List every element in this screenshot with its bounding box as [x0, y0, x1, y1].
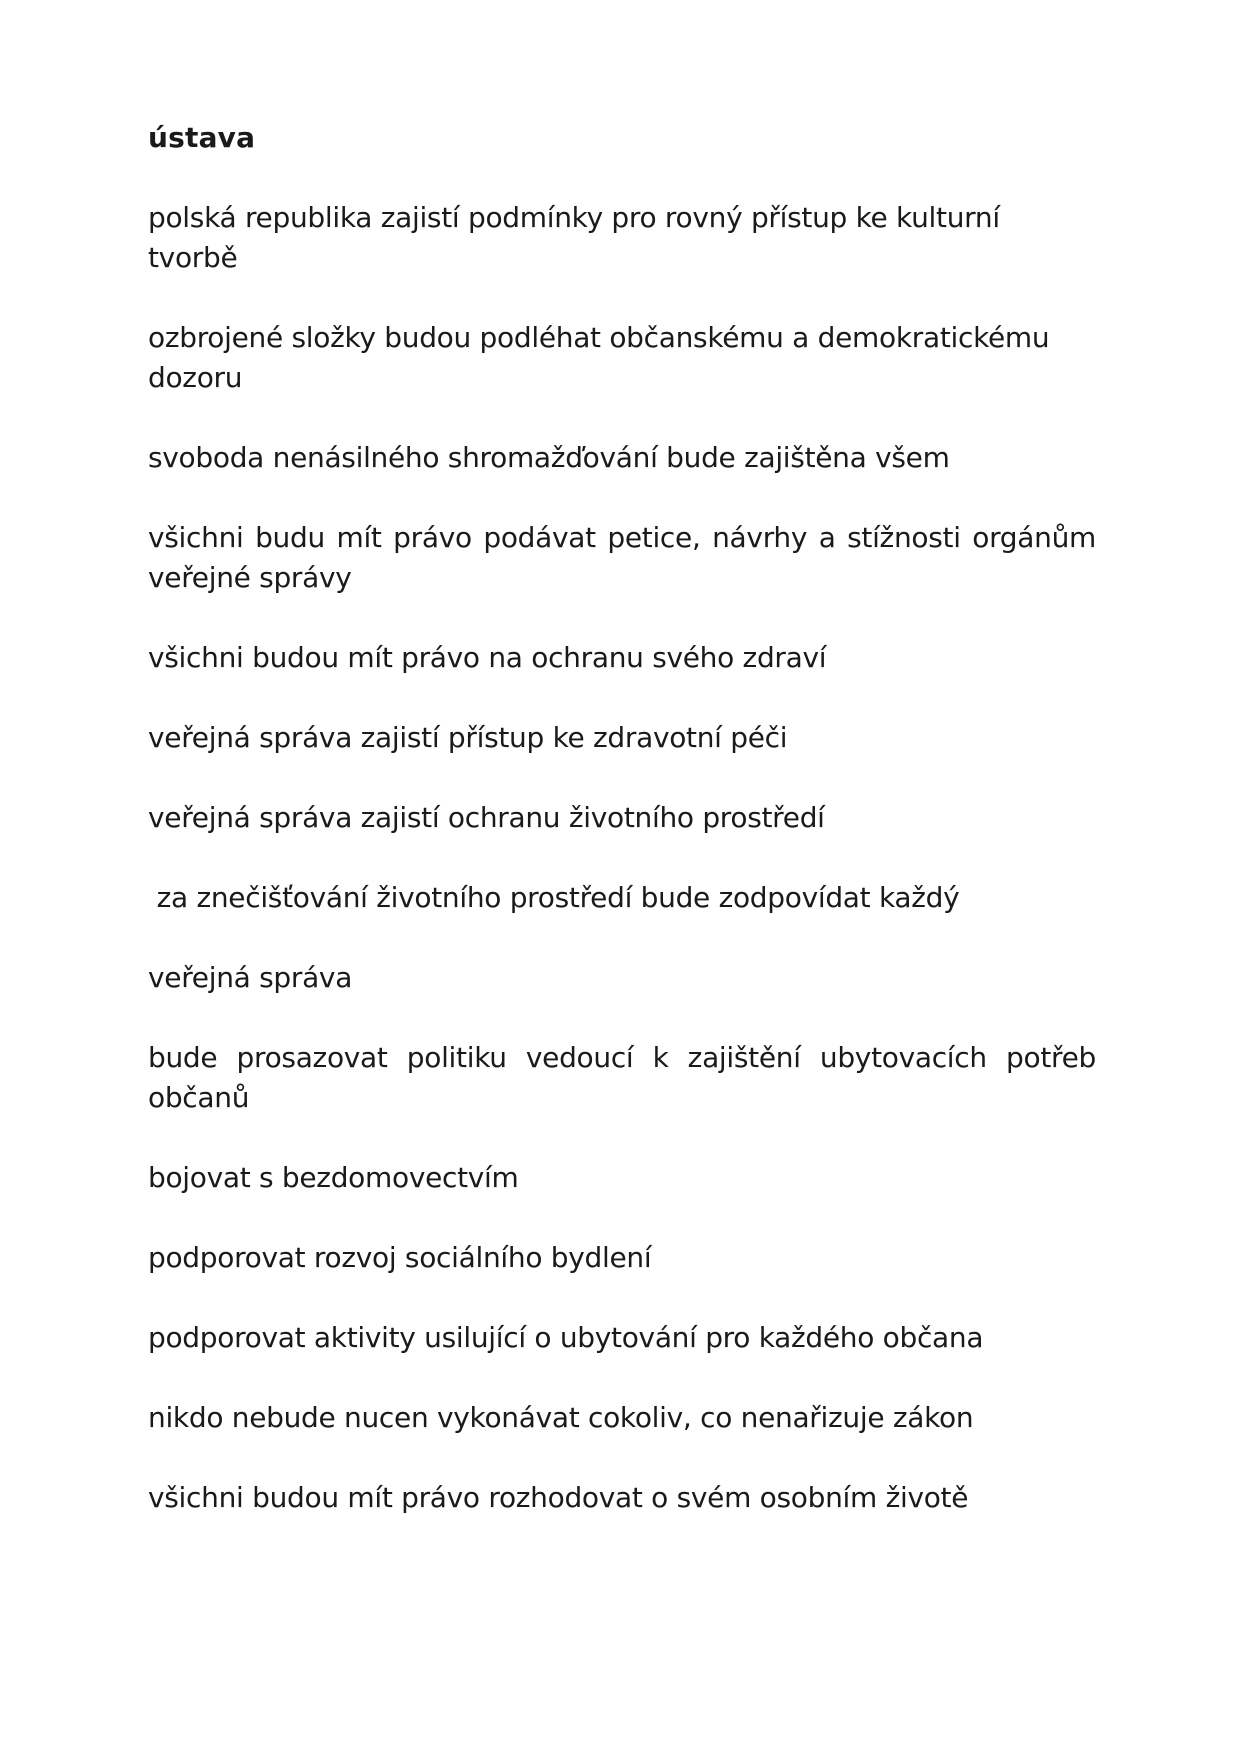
paragraph: veřejná správa zajistí přístup ke zdravotní péči	[148, 721, 788, 754]
paragraph: bojovat s bezdomovectvím	[148, 1161, 519, 1194]
paragraph: podporovat rozvoj sociálního bydlení	[148, 1241, 652, 1274]
document-body	[148, 118, 1096, 1558]
paragraph: všichni budou mít právo na ochranu svého zdraví	[148, 641, 827, 674]
paragraph: ozbrojené složky budou podléhat občanskému a demokratickému dozoru	[148, 321, 1050, 394]
paragraph: všichni budu mít právo podávat petice, návrhy a stížnosti orgánům veřejné správy	[148, 521, 1096, 594]
paragraph: veřejná správa zajistí ochranu životního prostředí	[148, 801, 825, 834]
paragraph: svoboda nenásilného shromažďování bude zajištěna všem	[148, 441, 950, 474]
paragraph: nikdo nebude nucen vykonávat cokoliv, co nenařizuje zákon	[148, 1401, 974, 1434]
paragraph: za znečišťování životního prostředí bude zodpovídat každý	[148, 881, 960, 914]
document-title: ústava	[148, 121, 256, 154]
paragraph: bude prosazovat politiku vedoucí k zajištění ubytovacích potřeb občanů	[148, 1041, 1096, 1114]
paragraph: polská republika zajistí podmínky pro rovný přístup ke kulturní tvorbě	[148, 201, 1000, 274]
paragraph: podporovat aktivity usilující o ubytování pro každého občana	[148, 1321, 984, 1354]
paragraph: veřejná správa	[148, 961, 353, 994]
paragraph: všichni budou mít právo rozhodovat o svém osobním životě	[148, 1481, 969, 1514]
